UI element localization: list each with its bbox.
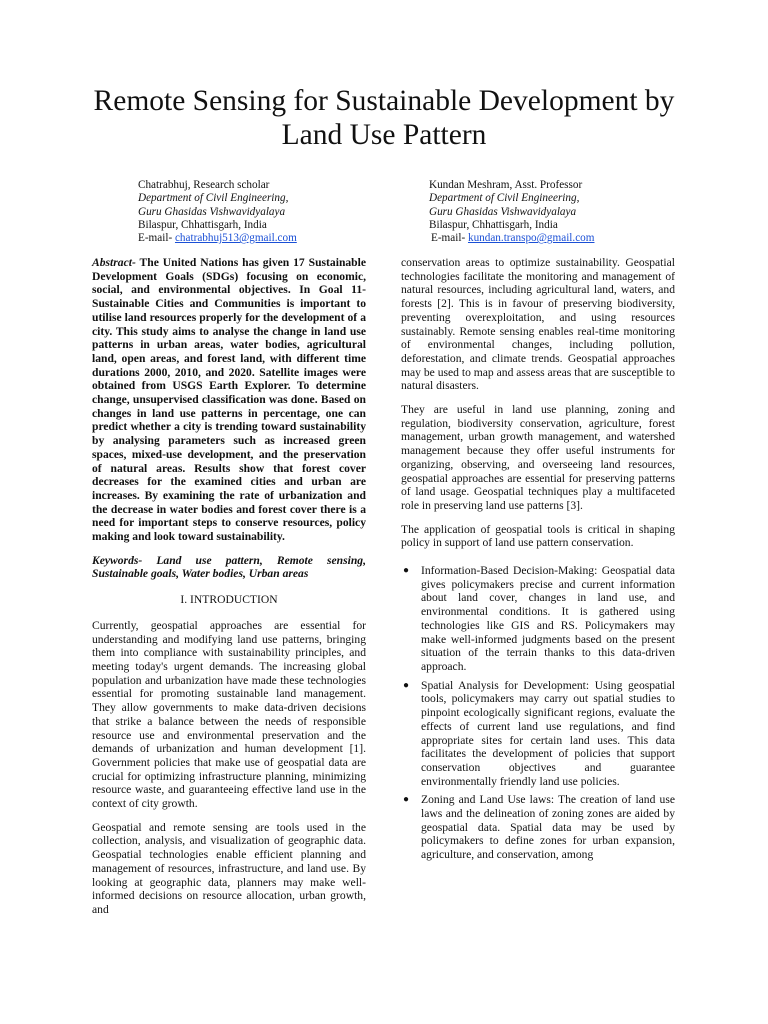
author-university: Guru Ghasidas Vishwavidyalaya	[138, 205, 286, 218]
author-location: Bilaspur, Chhattisgarh, India	[138, 218, 267, 231]
author-email-line	[429, 232, 594, 245]
author-email-link[interactable]: chatrabhuj513@gmail.com	[174, 232, 297, 245]
left-column	[92, 256, 366, 927]
body-paragraph: The application of geospatial tools is critical in shaping policy in support of land use pattern conservation.	[401, 522, 675, 550]
bullet-icon: ●	[403, 565, 410, 577]
author-name: Chatrabhuj, Research scholar	[138, 179, 270, 191]
bullet-item	[401, 564, 675, 674]
abstract-label: Abstract-	[92, 256, 136, 269]
author-department: Department of Civil Engineering,	[429, 192, 580, 205]
paper-title: Remote Sensing for Sustainable Development by Land Use Pattern	[93, 85, 675, 151]
author-block-1	[138, 179, 297, 245]
author-block-2	[429, 179, 594, 245]
bullet-text: Zoning and Land Use laws: The creation of land use laws and the delineation of zoning zones are aided by geospatial data. Spatial data may be used by policymakers to define zones for urban expansion, agriculture, and conservation, among	[421, 793, 675, 862]
keywords: Keywords- Land use pattern, Remote sensing, Sustainable goals, Water bodies, Urban areas	[92, 553, 366, 581]
bullet-icon: ●	[403, 679, 410, 691]
bullet-text: Information-Based Decision-Making: Geospatial data gives policymakers precise and current information about land cover, changes in land use, and environmental conditions. It is gathered using technologies like GIS and RS. Policymakers may make well-informed judgments based on the present situation of the terrain thanks to this data-driven approach.	[421, 564, 675, 673]
author-email-line	[138, 232, 297, 245]
abstract-text: The United Nations has given 17 Sustainable Development Goals (SDGs) focusing on economic, social, and environmental objectives. In Goal 11- Sustainable Cities and Communities is important to utilise land resources properly for the development of a city. This study aims to analyse the change in land use patterns in urban areas, water bodies, agricultural land, open areas, and forest land, with different time durations 2000, 2010, and 2020. Satellite images were obtained from USGS Earth Explorer. To determine change, unsupervised classification was done. Based on changes in land use patterns in percentage, one can predict whether a city is trending toward sustainability by analysing parameters such as increased green spaces, mixed-use development, and the preservation of natural areas. Results show that forest cover decreases for the examined cities and urban are increases. By examining the rate of urbanization and the decrease in water bodies and forest cover there is a need for important steps to conserve resources, policy making and look toward sustainability.	[92, 256, 366, 544]
bullet-list	[401, 564, 675, 862]
bullet-item	[401, 679, 675, 789]
body-paragraph: They are useful in land use planning, zoning and regulation, biodiversity conservation, agriculture, forest management, urban growth management, and watershed management because they offer useful instruments for organizing, observing, and overseeing land resources, geospatial approaches are essential for preserving patterns of land usage. Geospatial techniques play a multifaceted role in preserving land use patterns [3].	[401, 403, 675, 512]
intro-paragraph: Geospatial and remote sensing are tools used in the collection, analysis, and visualization of geographic data. Geospatial technologies enable efficient planning and management of resources, infrastructure, and land use. By looking at geographic data, planners may make well-informed decisions on resource allocation, urban growth, and	[92, 820, 366, 916]
author-name: Kundan Meshram, Asst. Professor	[429, 179, 583, 191]
bullet-item	[401, 793, 675, 862]
bullet-text: Spatial Analysis for Development: Using geospatial tools, policymakers may carry out spatial studies to pinpoint ecologically significant regions, evaluate the effects of current land use regulations, and find appropriate sites for certain land uses. This data facilitates the development of policies that support conservation objectives and guarantee environmentally friendly land use policies.	[421, 678, 675, 788]
bullet-icon: ●	[403, 794, 410, 806]
section-heading-introduction: I. INTRODUCTION	[180, 593, 278, 607]
email-prefix: E-mail-	[431, 232, 468, 245]
author-email-link[interactable]: kundan.transpo@gmail.com	[467, 232, 595, 245]
author-location: Bilaspur, Chhattisgarh, India	[429, 218, 558, 231]
author-department: Department of Civil Engineering,	[138, 192, 289, 205]
right-column	[401, 256, 675, 867]
author-university: Guru Ghasidas Vishwavidyalaya	[429, 205, 577, 218]
abstract	[92, 256, 366, 544]
body-paragraph: conservation areas to optimize sustainability. Geospatial technologies facilitate the monitoring and management of natural resources, including agricultural land, waters, and forests [2]. This is in favour of preserving biodiversity, preventing overexploitation, and using resources sustainably. Remote sensing enables real-time monitoring of environmental changes, including pollution, deforestation, and climate trends. Geospatial approaches may be used to map and assess areas that are susceptible to natural disasters.	[401, 256, 675, 393]
intro-paragraph: Currently, geospatial approaches are essential for understanding and modifying land use patterns, bringing them into compliance with sustainability principles, and meeting today's urgent demands. The increasing global population and urbanization have made these technologies essential for promoting sustainable land management. They allow governments to make data-driven decisions that strike a balance between the needs of responsible resource use and environmental preservation and the demands of urbanization and human development [1]. Government policies that make use of geospatial data are crucial for optimizing infrastructure planning, minimizing resource waste, and guaranteeing effective land use in the context of city growth.	[92, 618, 366, 811]
email-prefix: E-mail-	[138, 232, 175, 245]
